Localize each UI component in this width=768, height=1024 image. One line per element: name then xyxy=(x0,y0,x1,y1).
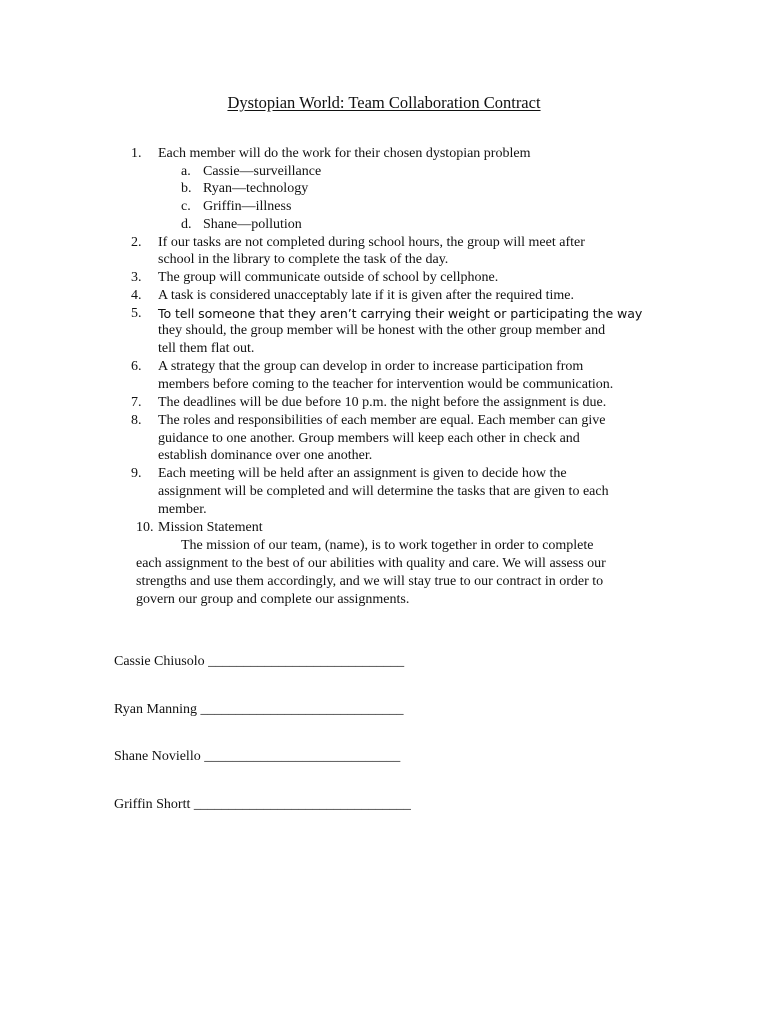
mission-text: each assignment to the best of our abilities with quality and care. We will assess our xyxy=(136,556,606,571)
item-text: The roles and responsibilities of each member are equal. Each member can give xyxy=(158,413,606,428)
item-text: A task is considered unacceptably late if it is given after the required time. xyxy=(158,288,574,303)
item-text: If our tasks are not completed during school hours, the group will meet after xyxy=(158,235,585,250)
page-title: Dystopian World: Team Collaboration Contract xyxy=(227,93,541,112)
item-number: 7. xyxy=(131,395,142,410)
signature-line: Griffin Shortt _______________________________ xyxy=(114,797,411,812)
item-text: A strategy that the group can develop in order to increase participation from xyxy=(158,359,584,374)
signature-line: Ryan Manning _____________________________ xyxy=(114,702,404,717)
signature-line: Cassie Chiusolo ____________________________ xyxy=(114,654,405,669)
item-text: member. xyxy=(158,502,207,517)
subitem-text: Shane—pollution xyxy=(203,217,302,232)
item-number: 6. xyxy=(131,359,142,374)
item-text: The group will communicate outside of school by cellphone. xyxy=(158,270,499,285)
item-text: To tell someone that they aren’t carrying their weight or participating the way xyxy=(158,306,643,321)
item-text: school in the library to complete the task of the day. xyxy=(158,252,449,267)
item-number: 10. xyxy=(136,520,154,535)
item-number: 1. xyxy=(131,146,142,161)
item-text: tell them flat out. xyxy=(158,341,255,356)
mission-text: strengths and use them accordingly, and we will stay true to our contract in order to xyxy=(136,574,604,589)
item-text: Each meeting will be held after an assignment is given to decide how the xyxy=(158,466,567,481)
item-text: Mission Statement xyxy=(158,520,263,535)
item-text: guidance to one another. Group members will keep each other in check and xyxy=(158,431,580,446)
subitem-marker: a. xyxy=(181,164,191,179)
item-text: The deadlines will be due before 10 p.m. the night before the assignment is due. xyxy=(158,395,607,410)
item-number: 3. xyxy=(131,270,142,285)
item-number: 5. xyxy=(131,306,142,321)
subitem-marker: c. xyxy=(181,199,191,214)
subitem-text: Ryan—technology xyxy=(203,181,309,196)
item-text: assignment will be completed and will determine the tasks that are given to each xyxy=(158,484,609,499)
mission-text: govern our group and complete our assignments. xyxy=(136,592,410,607)
subitem-text: Griffin—illness xyxy=(203,199,292,214)
item-number: 4. xyxy=(131,288,142,303)
subitem-marker: b. xyxy=(181,181,192,196)
item-number: 9. xyxy=(131,466,142,481)
subitem-text: Cassie—surveillance xyxy=(203,164,322,179)
item-number: 2. xyxy=(131,235,142,250)
signature-line: Shane Noviello ____________________________ xyxy=(114,749,401,764)
mission-text: The mission of our team, (name), is to work together in order to complete xyxy=(181,538,594,553)
item-number: 8. xyxy=(131,413,142,428)
subitem-marker: d. xyxy=(181,217,192,232)
item-text: members before coming to the teacher for intervention would be communication. xyxy=(158,377,614,392)
item-text: they should, the group member will be honest with the other group member and xyxy=(158,323,606,338)
item-text: Each member will do the work for their chosen dystopian problem xyxy=(158,146,531,161)
item-text: establish dominance over one another. xyxy=(158,448,373,463)
